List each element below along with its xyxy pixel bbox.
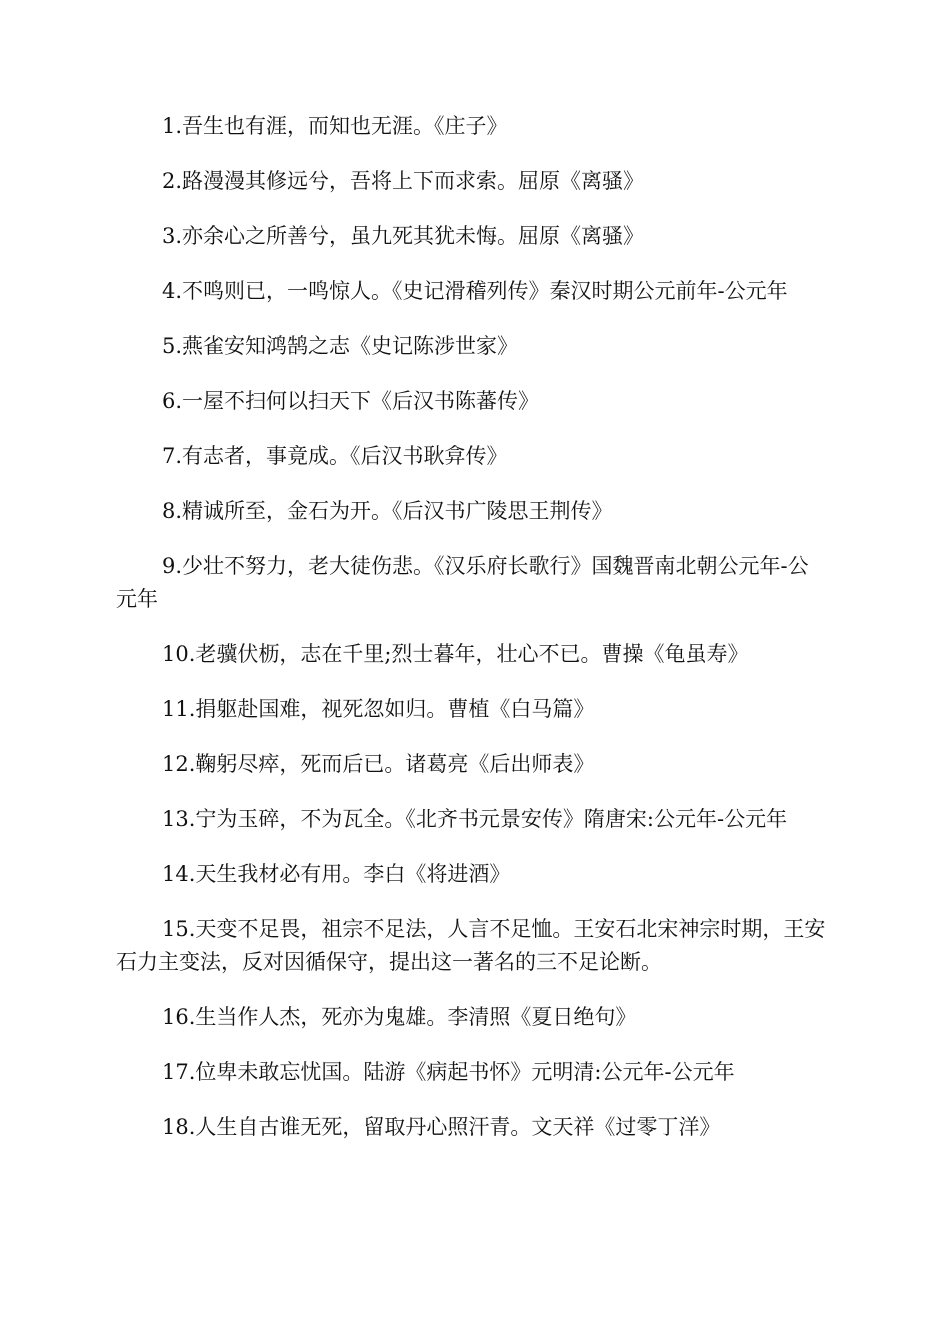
quote-item-11: 11.捐躯赴国难，视死忽如归。曹植《白马篇》 — [162, 697, 595, 721]
quote-item-5: 5.燕雀安知鸿鹄之志《史记陈涉世家》 — [162, 334, 519, 358]
quote-item-7: 7.有志者，事竟成。《后汉书耿弇传》 — [162, 444, 508, 468]
quote-item-8: 8.精诚所至，金石为开。《后汉书广陵思王荆传》 — [162, 499, 613, 523]
quote-item-4: 4.不鸣则已，一鸣惊人。《史记滑稽列传》秦汉时期公元前年-公元年 — [162, 279, 788, 303]
quote-item-17: 17.位卑未敢忘忧国。陆游《病起书怀》元明清:公元年-公元年 — [162, 1060, 735, 1084]
quote-item-13: 13.宁为玉碎，不为瓦全。《北齐书元景安传》隋唐宋:公元年-公元年 — [162, 807, 788, 831]
quote-item-14: 14.天生我材必有用。李白《将进酒》 — [162, 862, 511, 886]
quote-item-2: 2.路漫漫其修远兮，吾将上下而求索。屈原《离骚》 — [162, 169, 645, 193]
quote-item-12: 12.鞠躬尽瘁，死而后已。诸葛亮《后出师表》 — [162, 752, 595, 776]
quote-item-6: 6.一屋不扫何以扫天下《后汉书陈蕃传》 — [162, 389, 540, 413]
quote-item-3: 3.亦余心之所善兮，虽九死其犹未悔。屈原《离骚》 — [162, 224, 645, 248]
quote-item-1: 1.吾生也有涯，而知也无涯。《庄子》 — [162, 114, 508, 138]
quote-item-18: 18.人生自古谁无死，留取丹心照汗青。文天祥《过零丁洋》 — [162, 1115, 721, 1139]
quote-list — [116, 110, 826, 1166]
quote-item-16: 16.生当作人杰，死亦为鬼雄。李清照《夏日绝句》 — [162, 1005, 637, 1029]
quote-item-9: 9.少壮不努力，老大徒伤悲。《汉乐府长歌行》国魏晋南北朝公元年-公元年 — [116, 554, 809, 611]
quote-item-15: 15.天变不足畏，祖宗不足法，人言不足恤。王安石北宋神宗时期，王安石力主变法，反对因循保守，提出这一著名的三不足论断。 — [116, 917, 826, 974]
quote-item-10: 10.老骥伏枥，志在千里;烈士暮年，壮心不已。曹操《龟虽寿》 — [162, 642, 749, 666]
